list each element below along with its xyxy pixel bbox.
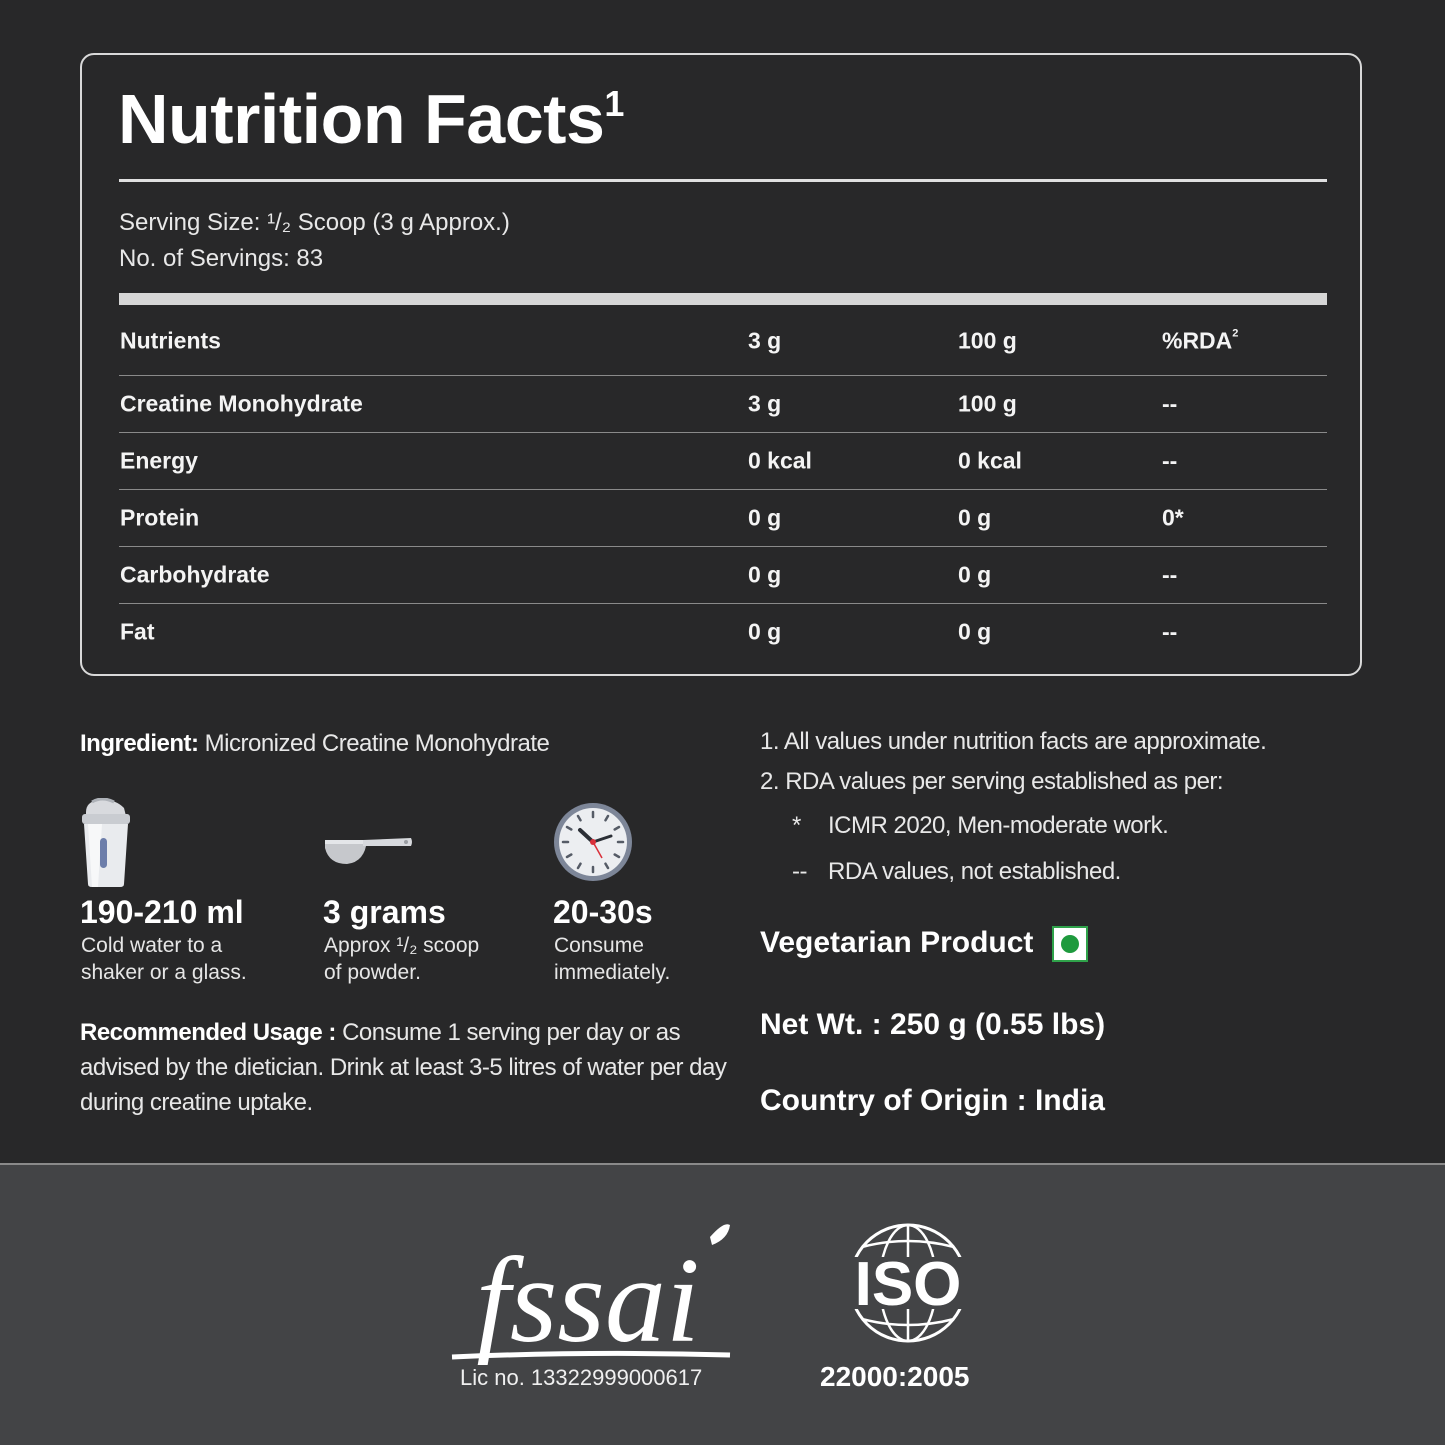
footnote-dash: -- RDA values, not established. xyxy=(792,858,1121,885)
rda-value: -- xyxy=(1162,561,1178,588)
nutrient-name: Fat xyxy=(120,618,155,645)
certifications-footer xyxy=(0,1163,1445,1445)
header-per-100g: 100 g xyxy=(958,327,1017,354)
per-serving-value: 0 g xyxy=(748,504,782,531)
header-per-serving: 3 g xyxy=(748,327,782,354)
serving-divider xyxy=(119,293,1327,305)
per-100g-value: 100 g xyxy=(958,390,1017,417)
per-100g-value: 0 kcal xyxy=(958,447,1022,474)
footnote-asterisk: * ICMR 2020, Men-moderate work. xyxy=(792,812,1169,839)
time-value: 20-30s xyxy=(553,894,653,930)
iso-logo-icon xyxy=(832,1221,984,1350)
powder-value: 3 grams xyxy=(323,894,446,930)
per-100g-value: 0 g xyxy=(958,618,992,645)
per-serving-value: 0 g xyxy=(748,561,782,588)
nutrition-table xyxy=(119,307,1327,660)
nutrient-name: Carbohydrate xyxy=(120,561,270,588)
table-header-row xyxy=(119,307,1327,376)
nutrient-name: Protein xyxy=(120,504,200,531)
servings-count: No. of Servings: 83 xyxy=(119,245,324,272)
footnote-1: 1. All values under nutrition facts are approximate. xyxy=(760,728,1267,755)
nutrient-name: Creatine Monohydrate xyxy=(120,390,363,417)
serving-info xyxy=(119,205,510,277)
fssai-logo-icon xyxy=(448,1215,738,1370)
per-serving-value: 3 g xyxy=(748,390,782,417)
nutrient-name: Energy xyxy=(120,447,198,474)
vegetarian-label: Vegetarian Product xyxy=(760,926,1034,959)
table-row xyxy=(119,547,1327,604)
footnote-2: 2. RDA values per serving established as per: xyxy=(760,768,1224,795)
ingredient-line: Ingredient: Micronized Creatine Monohydrate xyxy=(80,730,550,757)
scoop-icon xyxy=(323,798,415,893)
preparation-steps xyxy=(80,798,740,988)
table-row xyxy=(119,604,1327,660)
water-value: 190-210 ml xyxy=(80,894,244,930)
iso-standard-number: 22000:2005 xyxy=(820,1361,970,1392)
nutrition-facts-panel xyxy=(80,53,1362,676)
serving-size: Serving Size: ¹/₂ Scoop (3 g Approx.) xyxy=(119,209,510,236)
header-nutrients: Nutrients xyxy=(120,327,221,354)
rda-value: -- xyxy=(1162,618,1178,645)
vegetarian-icon xyxy=(1052,926,1088,962)
water-description: Cold water to a shaker or a glass. xyxy=(81,934,247,984)
per-serving-value: 0 g xyxy=(748,618,782,645)
time-description: Consume immediately. xyxy=(554,934,671,984)
table-row xyxy=(119,433,1327,490)
rda-value: -- xyxy=(1162,390,1178,417)
fssai-license: Lic no. 13322999000617 xyxy=(460,1365,703,1390)
rda-value: 0* xyxy=(1162,504,1184,531)
table-row xyxy=(119,376,1327,433)
svg-text:fssai: fssai xyxy=(476,1233,700,1365)
per-100g-value: 0 g xyxy=(958,561,992,588)
net-weight: Net Wt. : 250 g (0.55 lbs) xyxy=(760,1008,1106,1041)
rda-value: -- xyxy=(1162,447,1178,474)
per-100g-value: 0 g xyxy=(958,504,992,531)
recommended-usage: Recommended Usage : Consume 1 serving per day or as advised by the dietician. Drink at least 3-5 litres of water per day during creatine uptake. xyxy=(80,1019,727,1116)
country-of-origin: Country of Origin : India xyxy=(760,1084,1105,1117)
clock-icon xyxy=(553,798,635,889)
title-divider xyxy=(119,179,1327,182)
powder-description: Approx ¹/₂ scoop of powder. xyxy=(324,934,480,984)
per-serving-value: 0 kcal xyxy=(748,447,812,474)
table-row xyxy=(119,490,1327,547)
nutrition-facts-title: Nutrition Facts$^1$ xyxy=(118,80,624,158)
svg-text:ISO: ISO xyxy=(854,1250,962,1319)
shaker-icon xyxy=(80,798,132,893)
header-rda: %RDA$^2$ xyxy=(1162,327,1239,354)
